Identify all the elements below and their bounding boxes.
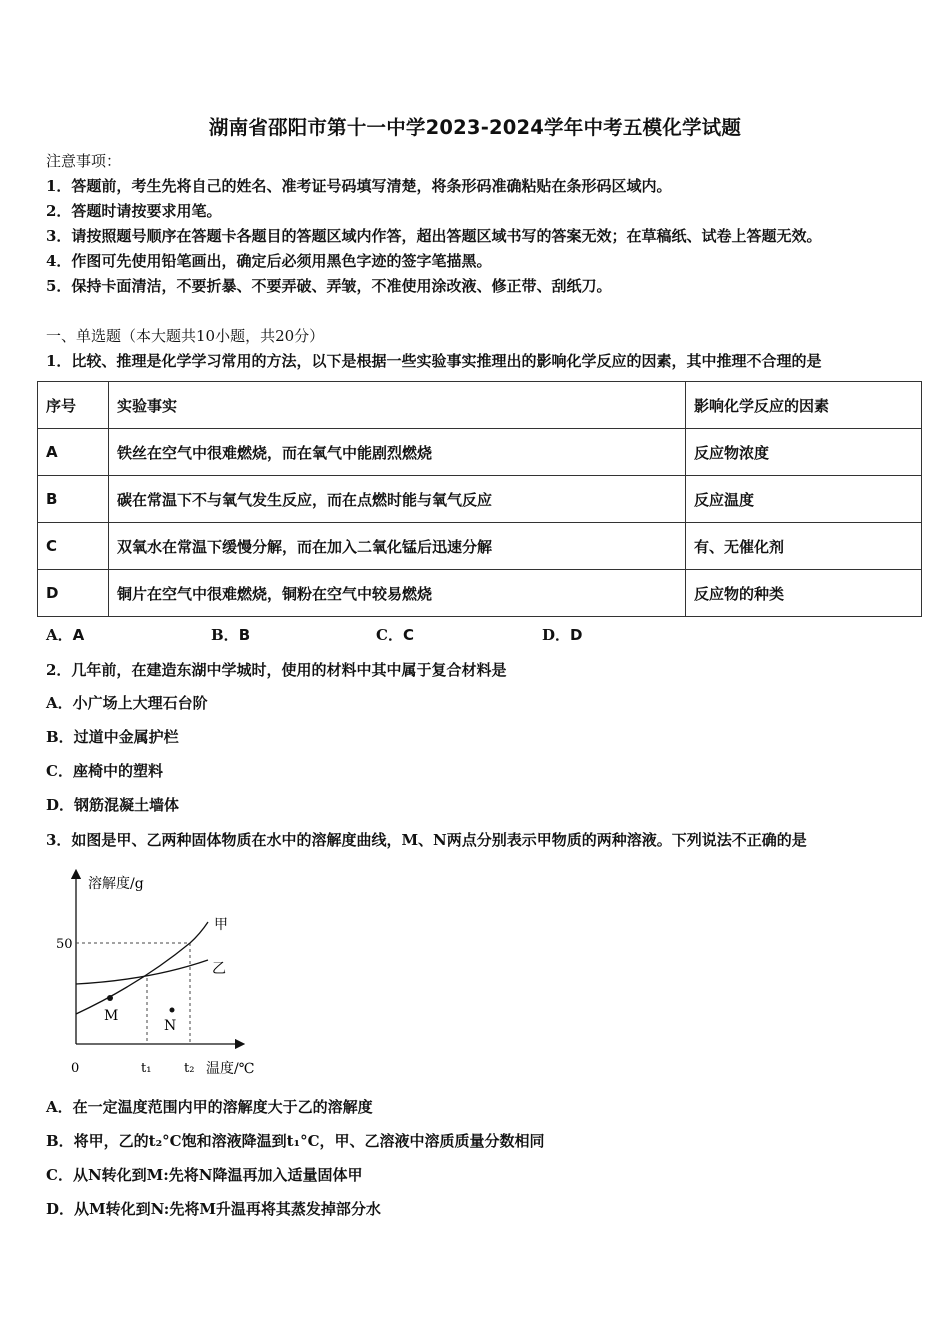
notice-item-5: 5．保持卡面清洁，不要折暴、不要弄破、弄皱，不准使用涂改液、修正带、刮纸刀。 [46, 277, 612, 295]
q1-stem: 1．比较、推理是化学学习常用的方法，以下是根据一些实验事实推理出的影响化学反应的因素，其中推理不合理的是 [46, 352, 822, 370]
x-axis-label: 温度/℃ [206, 1061, 255, 1077]
series-jia-curve [76, 922, 208, 1014]
table-cell: D [38, 570, 109, 617]
table-header-row [38, 382, 922, 429]
q2-option-c: C．座椅中的塑料 [46, 762, 163, 780]
q1-option-d: D．D [542, 626, 583, 644]
q2-stem: 2．几年前，在建造东湖中学城时，使用的材料中其中属于复合材料是 [46, 661, 507, 679]
notice-heading: 注意事项： [46, 152, 122, 170]
table-cell: A [38, 429, 109, 476]
section-heading: 一、单选题（本大题共10小题，共20分） [46, 327, 325, 345]
table-header-cell: 序号 [38, 382, 109, 429]
origin-label: 0 [71, 1061, 80, 1076]
q2-option-d: D．钢筋混凝土墙体 [46, 796, 180, 814]
point-n [170, 1008, 175, 1013]
x-tick-t1: t₁ [141, 1061, 152, 1076]
notice-item-2: 2．答题时请按要求用笔。 [46, 202, 222, 220]
table-cell: 反应物浓度 [686, 429, 922, 476]
q2-option-b: B．过道中金属护栏 [46, 728, 179, 746]
table-cell: C [38, 523, 109, 570]
table-row [38, 570, 922, 617]
q3-stem: 3．如图是甲、乙两种固体物质在水中的溶解度曲线，M、N两点分别表示甲物质的两种溶液。下列说法不正确的是 [46, 831, 807, 849]
series-yi-label: 乙 [212, 961, 226, 977]
table-cell: 反应温度 [686, 476, 922, 523]
q1-table [37, 381, 922, 617]
q1-option-c: C．C [376, 626, 414, 644]
x-tick-t2: t₂ [184, 1061, 195, 1076]
q3-option-c: C．从N转化到M:先将N降温再加入适量固体甲 [46, 1166, 363, 1184]
series-yi-curve [76, 960, 208, 984]
table-cell: 双氧水在常温下缓慢分解，而在加入二氧化锰后迅速分解 [109, 523, 686, 570]
q1-option-b: B．B [211, 626, 251, 644]
table-cell: 反应物的种类 [686, 570, 922, 617]
table-header-cell: 影响化学反应的因素 [686, 382, 922, 429]
table-row [38, 476, 922, 523]
q1-option-a: A．A [46, 626, 85, 644]
table-cell: 有、无催化剂 [686, 523, 922, 570]
point-m [107, 995, 113, 1001]
table-cell: B [38, 476, 109, 523]
point-m-label: M [104, 1008, 119, 1024]
page-title: 湖南省邵阳市第十一中学2023-2024学年中考五模化学试题 [208, 116, 742, 139]
table-cell: 铜片在空气中很难燃烧，铜粉在空气中较易燃烧 [109, 570, 686, 617]
q3-option-a: A．在一定温度范围内甲的溶解度大于乙的溶解度 [46, 1098, 373, 1116]
table-cell: 铁丝在空气中很难燃烧，而在氧气中能剧烈燃烧 [109, 429, 686, 476]
q2-option-a: A．小广场上大理石台阶 [46, 694, 208, 712]
table-row [38, 523, 922, 570]
notice-item-1: 1．答题前，考生先将自己的姓名、准考证号码填写清楚，将条形码准确粘贴在条形码区域内。 [46, 177, 672, 195]
table-row [38, 429, 922, 476]
notice-item-4: 4．作图可先使用铅笔画出，确定后必须用黑色字迹的签字笔描黑。 [46, 252, 492, 270]
notice-item-3: 3．请按照题号顺序在答题卡各题目的答题区域内作答，超出答题区域书写的答案无效；在草稿纸、试卷上答题无效。 [46, 227, 822, 245]
solubility-chart [40, 862, 280, 1082]
point-n-label: N [164, 1018, 177, 1034]
q3-option-d: D．从M转化到N:先将M升温再将其蒸发掉部分水 [46, 1200, 381, 1218]
series-jia-label: 甲 [214, 917, 228, 933]
table-header-cell: 实验事实 [109, 382, 686, 429]
y-tick-50: 50 [56, 937, 73, 952]
q3-option-b: B．将甲，乙的t₂°C饱和溶液降温到t₁°C，甲、乙溶液中溶质质量分数相同 [46, 1132, 545, 1150]
table-cell: 碳在常温下不与氧气发生反应，而在点燃时能与氧气反应 [109, 476, 686, 523]
y-axis-label: 溶解度/g [88, 876, 144, 892]
